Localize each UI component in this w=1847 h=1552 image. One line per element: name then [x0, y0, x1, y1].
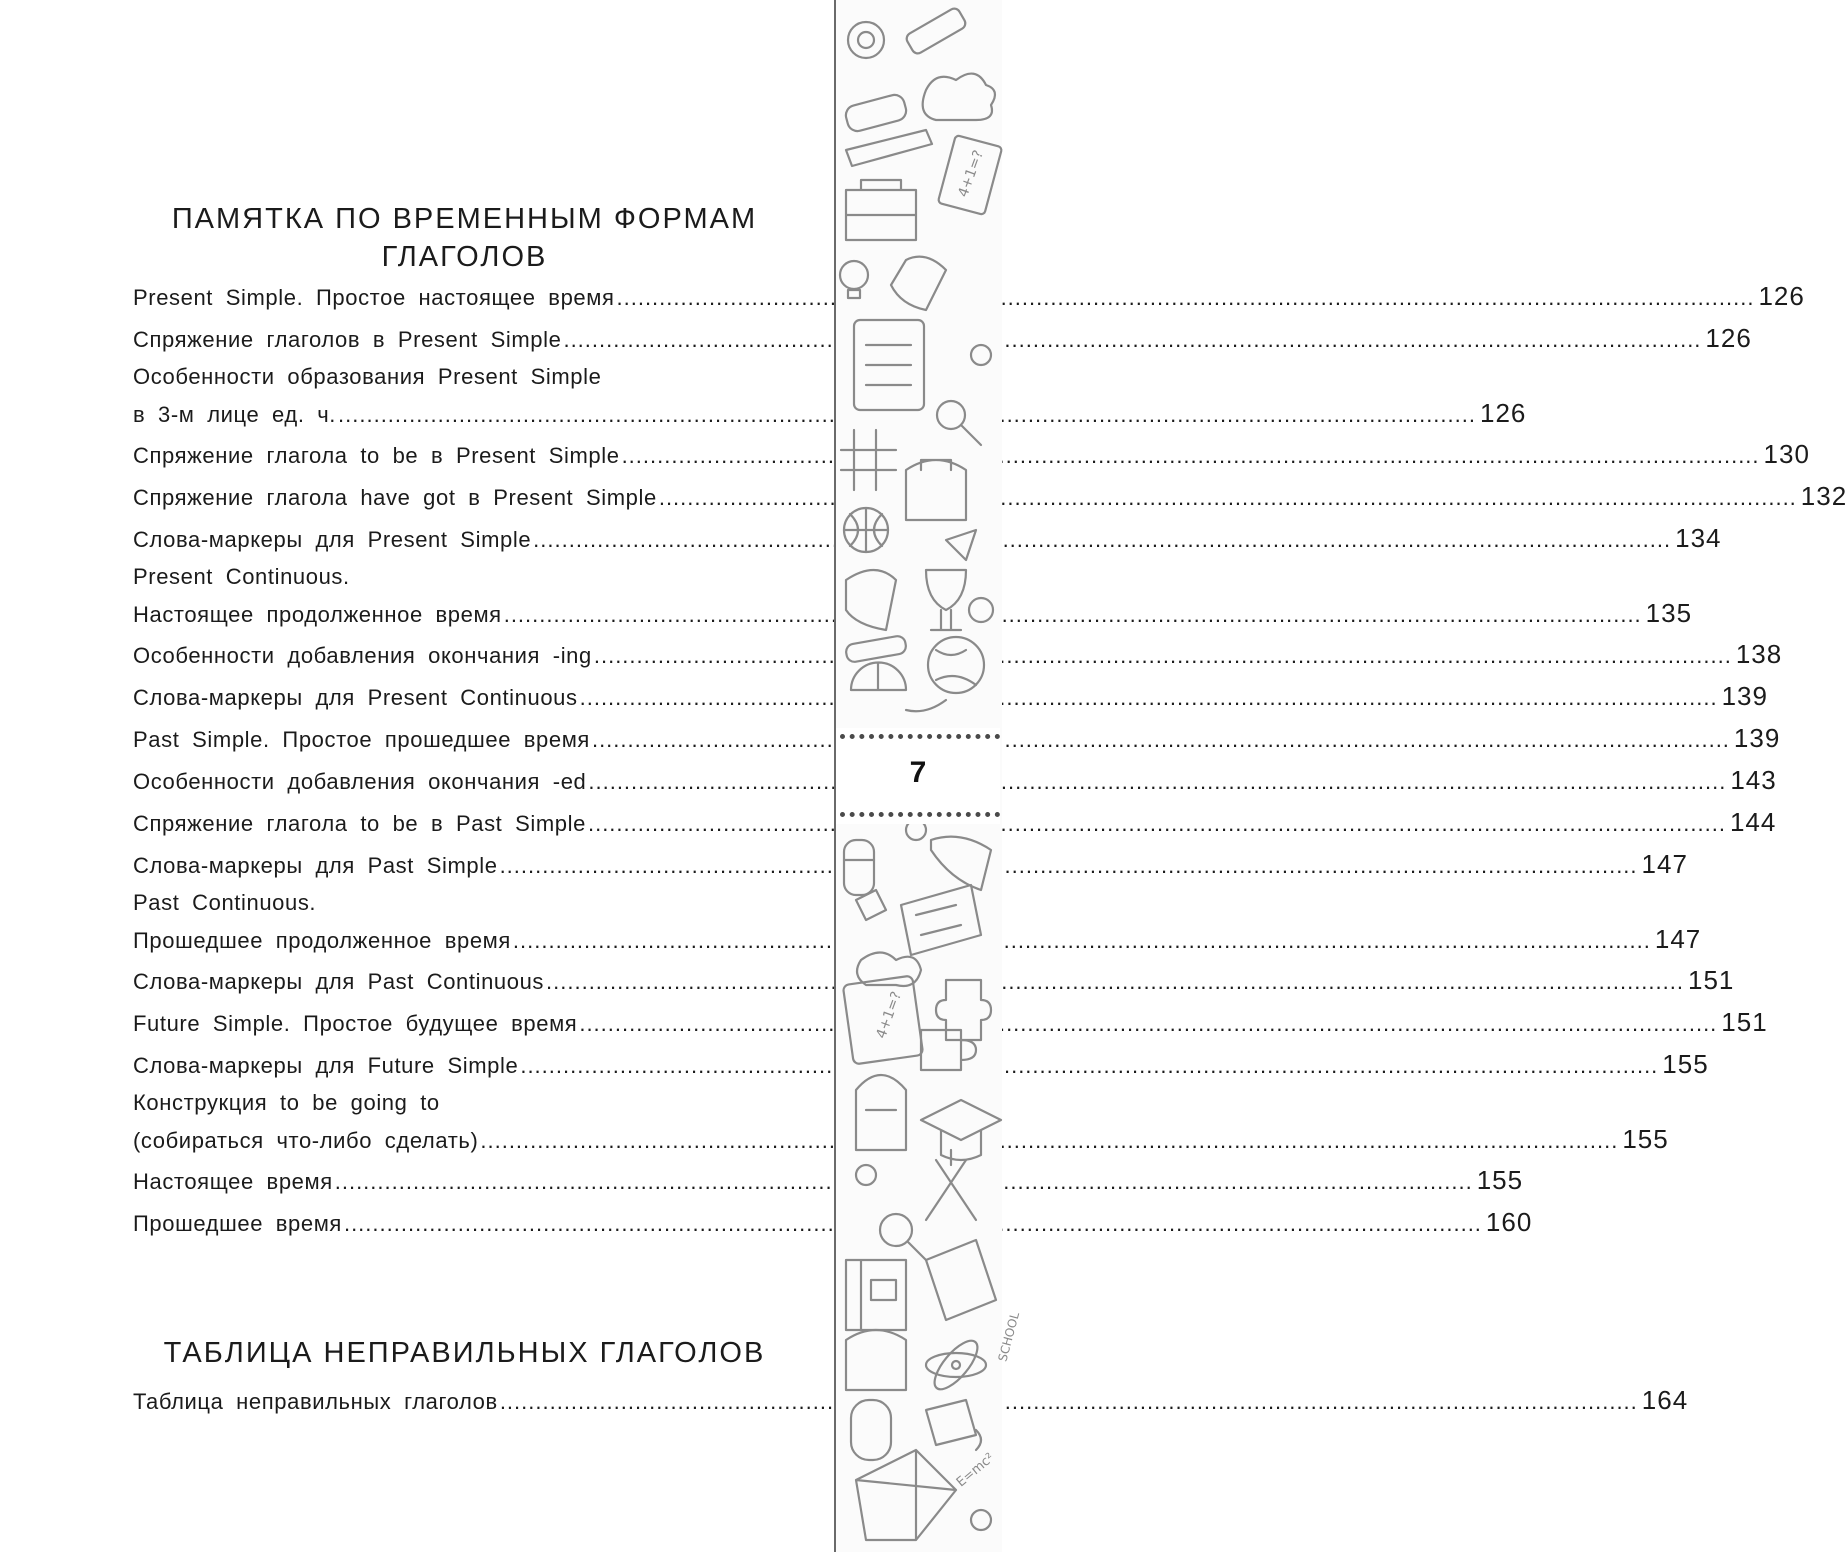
dot-leader — [594, 636, 1732, 676]
toc-entry-title: Future Simple. Простое будущее время — [133, 1011, 578, 1036]
toc-entry-page-number: 126 — [1705, 323, 1752, 353]
toc-entry-row — [133, 1120, 1669, 1160]
toc-entry-page-number: 155 — [1476, 1165, 1524, 1195]
dot-leader — [533, 520, 1671, 560]
toc-entry-row — [133, 1202, 1533, 1244]
dot-leader — [659, 478, 1797, 518]
toc-entry — [133, 802, 1777, 844]
dot-leader — [588, 762, 1726, 802]
toc-entry — [133, 1044, 1709, 1086]
dot-leader — [588, 804, 1726, 844]
toc-entry-page-number: 139 — [1721, 681, 1768, 711]
dot-leader — [500, 846, 1638, 886]
toc-entry-row — [133, 594, 1693, 634]
toc-entry-title: в 3-м лице ед. ч. — [133, 402, 337, 427]
toc-entry-row — [133, 394, 1527, 434]
toc-entry-page-number: 155 — [1622, 1124, 1669, 1154]
dot-leader — [622, 436, 1760, 476]
doodle-label-math: 4+1=? — [955, 148, 988, 200]
toc-entry — [133, 1202, 1533, 1244]
dot-leader — [579, 1004, 1717, 1044]
toc-entry-row — [133, 802, 1777, 844]
toc-entry-row — [133, 518, 1722, 560]
toc-entry — [133, 844, 1688, 886]
dot-leader — [513, 922, 1651, 960]
toc-entry — [133, 560, 1693, 634]
toc-entry-title: Таблица неправильных глаголов — [133, 1389, 498, 1414]
toc-entry-title: Спряжение глагола to be в Past Simple — [133, 811, 586, 836]
toc-entry-row — [133, 718, 1781, 760]
toc-entry — [133, 676, 1768, 718]
section-title-line-2: ГЛАГОЛОВ — [381, 241, 548, 273]
dotted-divider — [840, 734, 1000, 739]
toc-entry — [133, 1380, 1689, 1422]
toc-entry-page-number: 147 — [1654, 924, 1702, 954]
toc-list — [133, 1380, 1689, 1422]
toc-entry-page-number: 151 — [1721, 1007, 1768, 1037]
dotted-divider — [840, 812, 1000, 817]
toc-entry-title: Спряжение глаголов в Present Simple — [133, 327, 562, 352]
toc-entry-row — [133, 1044, 1709, 1086]
section-title-line-1: ПАМЯТКА ПО ВРЕМЕННЫМ ФОРМАМ — [171, 203, 758, 235]
toc-entry-row — [133, 1160, 1524, 1202]
toc-entry-title: Слова-маркеры для Future Simple — [133, 1053, 519, 1078]
toc-entry-title: Настоящее время — [133, 1169, 333, 1194]
toc-entry — [133, 760, 1777, 802]
toc-entry-title: Прошедшее время — [133, 1211, 342, 1236]
toc-entry-row — [133, 844, 1688, 886]
toc-entry-page-number: 143 — [1730, 765, 1777, 795]
toc-entry-row — [133, 760, 1777, 802]
dot-leader — [563, 320, 1701, 360]
toc-entry-title: Слова-маркеры для Present Simple — [133, 527, 532, 552]
toc-entry-page-number: 147 — [1641, 849, 1688, 879]
toc-entry — [133, 1086, 1669, 1160]
toc-entry-title: Спряжение глагола have got в Present Simple — [133, 485, 657, 510]
toc-entry-title: Слова-маркеры для Past Simple — [133, 853, 498, 878]
toc-entry-page-number: 126 — [1479, 398, 1527, 428]
toc-entry-title: Present Simple. Простое настоящее время — [133, 285, 615, 310]
toc-entry — [133, 634, 1783, 676]
section-title — [133, 200, 796, 276]
toc-entry-page-number: 130 — [1763, 439, 1810, 469]
toc-entry-row — [133, 276, 1805, 318]
toc-entry-title: Слова-маркеры для Past Continuous — [133, 969, 545, 994]
toc-entry-page-number: 138 — [1735, 639, 1783, 669]
toc-entry-title: Past Simple. Простое прошедшее время — [133, 727, 590, 752]
toc-entry-first-line: Конструкция to be going to — [133, 1090, 440, 1115]
dot-leader — [504, 596, 1642, 634]
toc-entry-page-number: 126 — [1758, 281, 1805, 311]
toc-entry-row — [133, 318, 1752, 360]
section-title-line-1: ТАБЛИЦА НЕПРАВИЛЬНЫХ ГЛАГОЛОВ — [163, 1337, 766, 1369]
toc-entry-title: Особенности добавления окончания -ed — [133, 769, 587, 794]
toc-entry — [133, 718, 1781, 760]
page-number-box — [836, 728, 1000, 824]
toc-entry-first-line: Особенности образования Present Simple — [133, 364, 602, 389]
toc-entry-row — [133, 476, 1847, 518]
toc-entry — [133, 318, 1752, 360]
toc-entry — [133, 886, 1702, 960]
toc-entry-row — [133, 920, 1702, 960]
toc-entry-page-number: 134 — [1675, 523, 1722, 553]
dot-leader — [520, 1046, 1658, 1086]
toc-entry-page-number: 155 — [1662, 1049, 1709, 1079]
toc-entry-row — [133, 676, 1768, 718]
toc-entry-title: Прошедшее продолженное время — [133, 928, 511, 953]
dot-leader — [617, 278, 1755, 318]
dot-leader — [546, 962, 1684, 1002]
toc-entry-title: (собираться что-либо сделать) — [133, 1128, 479, 1153]
toc-entry — [133, 360, 1527, 434]
dot-leader — [500, 1382, 1638, 1422]
doodle-label-formula: E=mc² — [953, 1450, 998, 1491]
toc-entry-row — [133, 960, 1735, 1002]
toc-entry-first-line: Past Continuous. — [133, 890, 317, 915]
dot-leader — [592, 720, 1730, 760]
toc-entry-page-number: 139 — [1733, 723, 1781, 753]
toc-entry — [133, 518, 1722, 560]
doodle-label-math-2: 4+1=? — [873, 989, 906, 1041]
toc-entry — [133, 1160, 1524, 1202]
toc-entry-page-number: 164 — [1641, 1385, 1689, 1415]
toc-entry — [133, 476, 1847, 518]
page-number: 7 — [909, 756, 927, 789]
toc-entry-page-number: 160 — [1485, 1207, 1533, 1237]
toc-entry — [133, 960, 1735, 1002]
dot-leader — [480, 1122, 1618, 1160]
toc-entry-row — [133, 434, 1810, 476]
toc-entry-title: Настоящее продолженное время — [133, 602, 502, 627]
dot-leader — [580, 678, 1718, 718]
toc-entry-page-number: 151 — [1687, 965, 1735, 995]
toc-entry-title: Спряжение глагола to be в Present Simple — [133, 443, 620, 468]
toc-entry-row — [133, 634, 1783, 676]
toc-entry — [133, 276, 1805, 318]
toc-entry-page-number: 135 — [1645, 598, 1693, 628]
toc-entry-title: Особенности добавления окончания -ing — [133, 643, 592, 668]
toc-entry — [133, 434, 1810, 476]
toc-entry-page-number: 144 — [1729, 807, 1777, 837]
doodle-label-school: SCHOOL — [995, 1310, 1023, 1364]
toc-entry-page-number: 132 — [1800, 481, 1847, 511]
section-title — [133, 1334, 796, 1372]
toc-entry-title: Слова-маркеры для Present Continuous — [133, 685, 578, 710]
toc-entry-row — [133, 1380, 1689, 1422]
toc-entry-first-line: Present Continuous. — [133, 564, 350, 589]
